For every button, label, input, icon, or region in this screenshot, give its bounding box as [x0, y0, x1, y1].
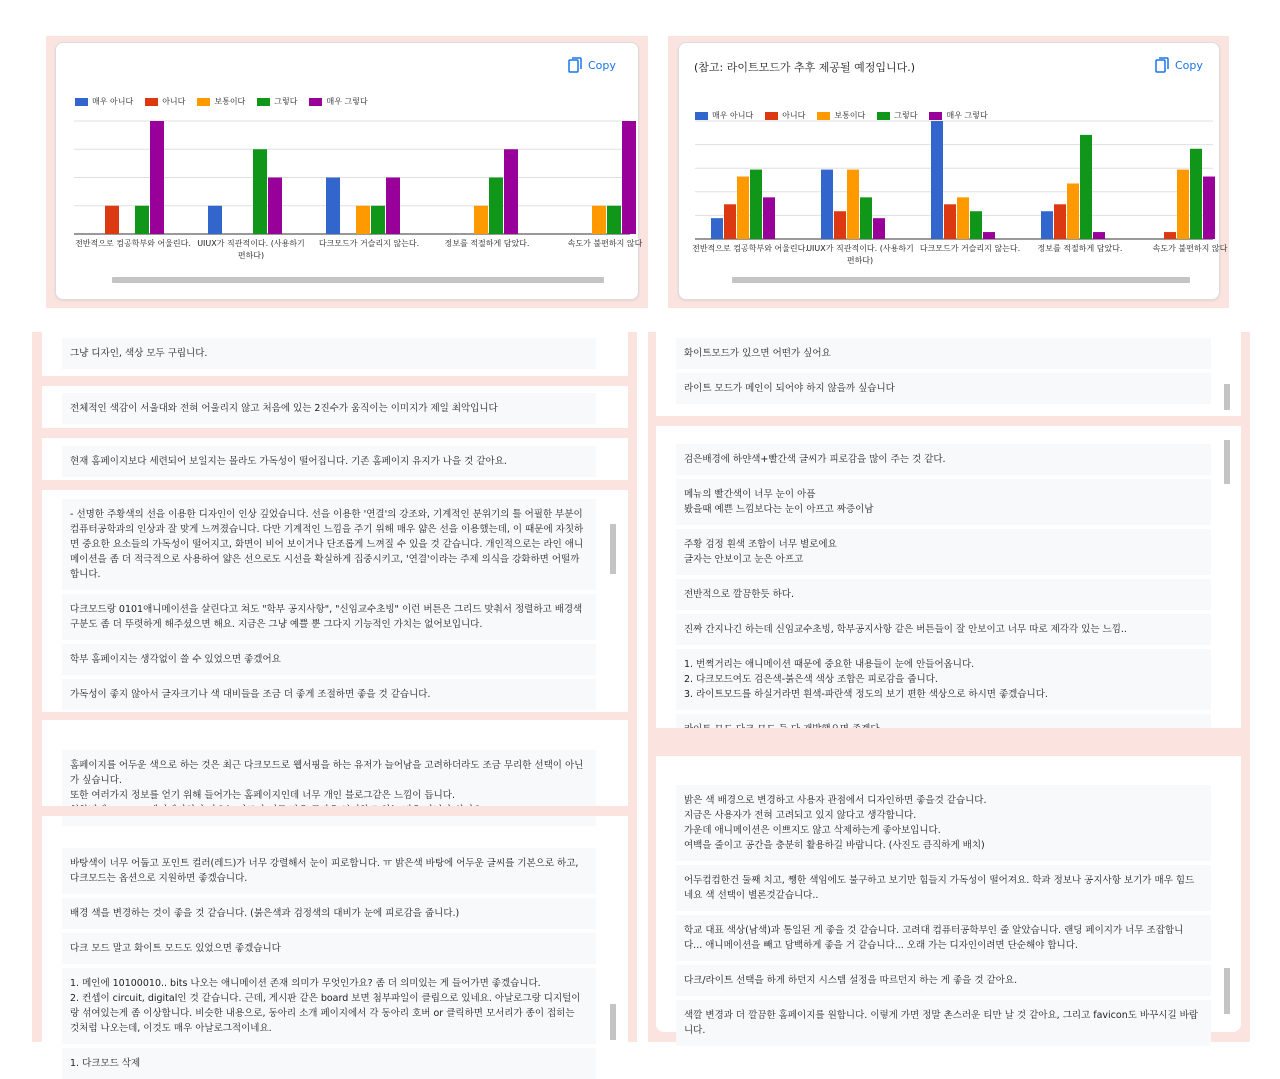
bar	[268, 178, 282, 235]
legend-label: 아니다	[782, 111, 806, 120]
bar	[356, 206, 370, 234]
response-text: 구분도 좀 더 뚜렷하게 해주셨으면 해요. 지금은 그냥 예쁠 뿐 그다지 기능적인 가치는 없어보입니다.	[70, 619, 483, 630]
legend-item	[75, 96, 133, 107]
vertical-scrollbar[interactable]	[1224, 440, 1230, 484]
response-item	[676, 338, 1211, 369]
response-text: 전체적인 색감이 서울대와 전혀 어울리지 않고 처음에 있는 2진수가 움직이는 이미지가 제일 최악입니다	[70, 403, 498, 414]
legend-swatch	[929, 112, 942, 120]
category-label: 전반적으로 컴공학부와 어울린다.	[75, 239, 191, 248]
legend	[75, 96, 368, 107]
response-text: 학부 홈페이지는 생각없이 쓸 수 있었으면 좋겠어요	[70, 654, 281, 665]
legend-label: 그렇다	[274, 97, 298, 106]
category-label: 속도가 불편하지 않다	[567, 239, 643, 248]
horizontal-scrollbar[interactable]	[732, 277, 1190, 283]
legend-label: 매우 그렇다	[946, 111, 988, 120]
legend-swatch	[75, 98, 88, 106]
legend-label: 보통이다	[214, 97, 246, 106]
response-item	[62, 968, 596, 1044]
section-divider	[42, 376, 628, 386]
legend-swatch	[695, 112, 708, 120]
legend-swatch	[257, 98, 270, 106]
bar	[622, 121, 636, 234]
bar	[970, 211, 982, 239]
response-item	[62, 898, 596, 929]
response-text: 가운데 애니메이션은 이쁘지도 않고 삭제하는게 좋아보입니다.	[684, 825, 941, 836]
bar	[1041, 211, 1053, 239]
response-item	[676, 444, 1211, 475]
response-item	[676, 649, 1211, 710]
response-text: 봤을때 예쁜 느낌보다는 눈이 아프고 짜증이남	[684, 504, 874, 515]
response-item	[676, 785, 1211, 861]
legend-item	[929, 110, 987, 121]
legend	[695, 110, 988, 121]
response-text: 학교 대표 색상(남색)과 통일된 게 좋을 것 같습니다. 고려대 컴퓨터공학부인 줄 알았습니다. 랜딩 페이지가 너무 조잡합니	[684, 925, 1184, 936]
response-text: 바탕색이 너무 어둡고 포인트 컬러(레드)가 너무 강렬해서 눈이 피로합니다. ㅠ 밝은색 바탕에 어두운 글씨를 기본으로 하고,	[70, 858, 579, 869]
bar	[763, 197, 775, 239]
category-label: 다크모드가 거슬리지 않는다.	[919, 244, 1021, 253]
copy-label: Copy	[1175, 58, 1203, 72]
bar	[1093, 232, 1105, 239]
response-text: 배경 색을 변경하는 것이 좋을 것 같습니다. (붉은색과 검정색의 대비가 눈에 피로감을 줍니다.)	[70, 908, 460, 919]
section-divider	[42, 712, 628, 720]
response-text: 1. 번쩍거리는 애니메이션 때문에 중요한 내용들이 눈에 안들어옵니다.	[684, 659, 975, 670]
legend-swatch	[145, 98, 158, 106]
bar	[834, 211, 846, 239]
legend-item	[765, 110, 805, 121]
response-text: 현재 홈페이지보다 세련되어 보일지는 몰라도 가독성이 떨어집니다. 기존 홈페이지 유지가 나을 것 같아요.	[70, 456, 507, 467]
response-item	[62, 933, 596, 964]
response-text: 메이션을 좀 더 적극적으로 사용하여 얇은 선으로도 시선을 확실하게 집중시키고, '연결'이라는 주제 의식을 강화하면 어떨까	[70, 554, 580, 565]
bar	[607, 206, 621, 234]
response-text: 2. 다크모드여도 검은색-붉은색 색상 조합은 피로감을 줍니다.	[684, 674, 938, 685]
response-text: 3. 라이트모드를 하실거라면 흰색-파란색 정도의 보기 편한 색상으로 하시면 좋겠습니다.	[684, 689, 1048, 700]
section-divider	[42, 428, 628, 438]
legend-item	[145, 96, 185, 107]
bar	[1177, 170, 1189, 239]
response-text: 컴퓨터공학과의 인상과 잘 맞게 느껴졌습니다. 다만 기계적인 느낌을 주기 위해 매우 얇은 선을 이용했는데, 이 때문에 자칫하	[70, 524, 584, 535]
legend-swatch	[309, 98, 322, 106]
bar	[944, 204, 956, 239]
response-text: 검은배경에 하얀색+빨간색 글씨가 피로감을 많이 주는 것 같다.	[684, 454, 946, 465]
category-label: 전반적으로 컴공학부와 어울린다.	[692, 244, 808, 253]
response-text: 전반적으로 깔끔한듯 하다.	[684, 589, 795, 600]
response-text: - 선명한 주황색의 선을 이용한 디자인이 인상 깊었습니다. 선을 이용한 '연결'의 강조와, 기계적인 분위기의 틀 어필한 부분이	[70, 509, 583, 520]
response-item	[62, 499, 596, 590]
bar	[821, 170, 833, 239]
legend-label: 매우 그렇다	[326, 97, 368, 106]
response-text: 화이트모드가 있으면 어떤가 싶어요	[684, 348, 831, 359]
response-text: 네요 색 선택이 별론것같습니다..	[684, 890, 819, 901]
legend-item	[817, 110, 865, 121]
response-text: 다크 모드 말고 화이트 모드도 있었으면 좋겠습니다	[70, 943, 281, 954]
response-list-left[interactable]	[42, 332, 628, 1069]
bar	[474, 206, 488, 234]
horizontal-scrollbar[interactable]	[112, 277, 604, 283]
response-item	[676, 479, 1211, 525]
response-item	[62, 594, 596, 640]
response-text: 1. 다크모드 삭제	[70, 1058, 141, 1069]
category-label: UIUX가 직관적이다. (사용하기 편하다)	[806, 244, 914, 265]
legend-label: 그렇다	[894, 111, 918, 120]
copy-button[interactable]	[568, 57, 616, 73]
response-text: 면 중요한 요소들의 가독성이 떨어지고, 화면이 비어 보이거나 단조롭게 느껴질 수 있을 것 같습니다. 개인적으로는 라인 애니	[70, 539, 584, 550]
response-item	[62, 393, 596, 424]
response-item	[676, 915, 1211, 961]
legend-swatch	[765, 112, 778, 120]
bar	[105, 206, 119, 234]
response-text: 합니다.	[70, 569, 101, 580]
response-text: 2. 컨셉이 circuit, digital인 것 같습니다. 근데, 게시판 같은 board 보면 첨부파일이 클립으로 있네요. 아날로그랑 디지털이	[70, 993, 581, 1004]
response-text: 여백을 줄이고 공간을 충분히 활용하길 바랍니다. (사진도 큼직하게 배치)	[684, 840, 985, 851]
bar	[724, 204, 736, 239]
response-item	[62, 1048, 596, 1079]
response-text: 다크/라이트 선택을 하게 하던지 시스템 설정을 따르던지 하는 게 좋을 것 같아요.	[684, 975, 1018, 986]
vertical-scrollbar[interactable]	[1224, 384, 1230, 410]
legend-item	[877, 110, 917, 121]
bar	[489, 178, 503, 235]
legend-label: 매우 아니다	[92, 97, 134, 106]
response-text: 메뉴의 빨간색이 너무 눈이 아픔	[684, 489, 816, 500]
response-item	[676, 1000, 1211, 1046]
bar	[737, 177, 749, 239]
chart-right-card	[678, 42, 1228, 300]
section-divider	[42, 480, 628, 490]
response-text: 또한 여러가지 정보를 얻기 위해 들어가는 홈페이지인데 너무 개인 블로그같은 느낌이 듭니다.	[70, 790, 455, 801]
section-divider	[656, 728, 1241, 756]
bar	[860, 197, 872, 239]
response-item	[676, 965, 1211, 996]
response-text: 가독성이 좋지 않아서 글자크기나 색 대비들을 조금 더 좋게 조절하면 좋을 것 같습니다.	[70, 689, 431, 700]
response-list-right[interactable]	[656, 332, 1241, 1036]
bar	[150, 121, 164, 234]
legend-swatch	[877, 112, 890, 120]
response-item	[62, 644, 596, 675]
bar	[750, 170, 762, 239]
bar	[592, 206, 606, 234]
copy-icon	[568, 57, 582, 73]
bar	[371, 206, 385, 234]
response-text: 다... 애니메이션을 빼고 담백하게 좋을 거 같습니다... 오래 가는 디자인이려면 단순해야 합니다.	[684, 940, 1078, 951]
category-label: 정보를 적절하게 담았다.	[444, 239, 530, 248]
response-item	[62, 679, 596, 710]
bar	[1164, 232, 1176, 239]
bar	[711, 218, 723, 239]
response-text: 가 싶습니다.	[70, 775, 122, 786]
vertical-scrollbar[interactable]	[610, 1004, 616, 1040]
vertical-scrollbar[interactable]	[1224, 968, 1230, 1014]
response-text: 색깔 변경과 더 깔끔한 홈페이지를 원합니다. 이렇게 가면 정말 촌스러운 티만 날 것 같아요, 그리고 favicon도 바꾸시길 바랍	[684, 1010, 1199, 1021]
bar-chart	[74, 113, 643, 273]
legend-swatch	[197, 98, 210, 106]
bar	[1067, 183, 1079, 239]
category-label: 정보를 적절하게 담았다.	[1037, 244, 1123, 253]
bar	[931, 121, 943, 239]
legend-label: 매우 아니다	[712, 111, 754, 120]
copy-label: Copy	[588, 58, 616, 72]
response-text: 글자는 안보이고 눈은 아프고	[684, 554, 804, 565]
response-item	[676, 373, 1211, 404]
response-text: 다크모드랑 0101애니메이션을 살린다고 쳐도 "학부 공지사항", "신임교수초빙" 이런 버튼은 그리드 맞춰서 정렬하고 배경색	[70, 604, 583, 615]
response-item	[676, 529, 1211, 575]
response-item	[62, 848, 596, 894]
bar	[1190, 149, 1202, 239]
response-text: 1. 메인에 10100010.. bits 나오는 애니메이션 존재 의미가 무엇인가요? 좀 더 의미있는 게 들어가면 좋겠습니다.	[70, 978, 541, 989]
response-item	[676, 614, 1211, 645]
response-text: 그냥 디자인, 색상 모두 구립니다.	[70, 348, 208, 359]
bar	[1080, 135, 1092, 239]
bar	[504, 149, 518, 234]
category-label: 속도가 불편하지 않다	[1152, 244, 1228, 253]
response-text: 것처럼 나오는데, 이것도 매우 아날로그적이네요.	[70, 1023, 272, 1034]
response-item	[676, 579, 1211, 610]
bar	[847, 170, 859, 239]
bar	[326, 178, 340, 235]
bar	[957, 197, 969, 239]
bar	[386, 178, 400, 235]
bar	[208, 206, 222, 234]
response-text: 랑 섞여있는게 좀 이상합니다. 비슷한 내용으로, 동아리 소개 페이지에서 각 동아리 호버 or 클릭하면 모서리가 종이 접히는	[70, 1008, 575, 1019]
copy-icon	[1155, 57, 1169, 73]
legend-item	[197, 96, 245, 107]
copy-button[interactable]	[1155, 57, 1203, 73]
category-label: 다크모드가 거슬리지 않는다.	[318, 239, 420, 248]
bar	[135, 206, 149, 234]
response-text: 다크모드는 옵션으로 지원하면 좋겠습니다.	[70, 873, 248, 884]
chart-left-card	[55, 42, 643, 300]
bar	[873, 218, 885, 239]
bar	[1203, 177, 1215, 239]
response-item	[62, 446, 596, 477]
response-text: 밝은 색 배경으로 변경하고 사용자 관점에서 디자인하면 좋을것 같습니다.	[684, 795, 987, 806]
category-label: UIUX가 직관적이다. (사용하기 편하다)	[197, 239, 305, 260]
bar	[983, 232, 995, 239]
response-text: 지금은 사용자가 전혀 고려되고 있지 않다고 생각합니다.	[684, 810, 917, 821]
bar	[253, 149, 267, 234]
section-divider	[656, 416, 1241, 426]
legend-swatch	[817, 112, 830, 120]
legend-item	[695, 110, 753, 121]
bar	[1054, 204, 1066, 239]
legend-item	[257, 96, 297, 107]
chart-note: (참고: 라이트모드가 추후 제공될 예정입니다.)	[694, 61, 916, 74]
response-text: 진짜 간지나긴 하는데 신임교수초빙, 학부공지사항 같은 버튼들이 잘 안보이고 너무 따로 제각각 있는 느낌..	[684, 624, 1127, 635]
section-divider	[42, 806, 628, 816]
legend-label: 아니다	[162, 97, 186, 106]
response-text: 어두컴컴한건 둘째 치고, 쨍한 색임에도 불구하고 보기만 힘들지 가독성이 떨어져요. 학과 정보나 공지사항 보기가 매우 힘드	[684, 875, 1195, 886]
response-text: 니다.	[684, 1025, 706, 1036]
response-item	[676, 865, 1211, 911]
vertical-scrollbar[interactable]	[610, 524, 616, 574]
bar-chart	[692, 121, 1228, 271]
response-text: 라이트 모드가 메인이 되어야 하지 않을까 싶습니다	[684, 383, 895, 394]
response-text: 주황 검정 흰색 조합이 너무 별로에요	[684, 539, 837, 550]
legend-item	[309, 96, 367, 107]
response-item	[62, 338, 596, 369]
legend-label: 보통이다	[834, 111, 866, 120]
response-text: 홈페이지를 어두운 색으로 하는 것은 최근 다크모드로 웹서핑을 하는 유저가 늘어남을 고려하더라도 조금 무리한 선택이 아닌	[70, 760, 584, 771]
